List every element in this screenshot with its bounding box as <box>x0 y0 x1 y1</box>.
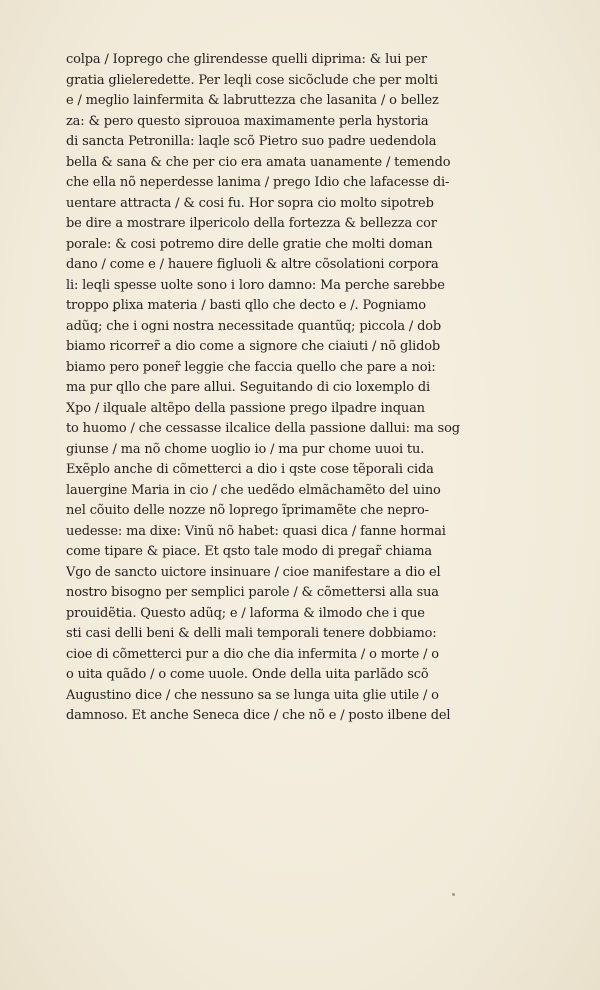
text-line: e / meglio lainfermita & labruttezza che lasanita / o bellez <box>66 93 439 108</box>
text-line: porale: & cosi potremo dire delle gratie che molti doman <box>66 236 433 252</box>
text-line: uedesse: ma dixe: Vinũ nõ habet: quasi dica / fanne hormai <box>66 523 446 539</box>
text-line: sti casi delli beni & delli mali temporali tenere dobbiamo: <box>66 626 437 641</box>
text-line: dano / come e / hauere figluoli & altre cõsolationi corpora <box>66 257 439 272</box>
text-line: che ella nõ neperdesse lanima / prego Idio che lafacesse di- <box>66 175 450 190</box>
text-line: adũq; che i ogni nostra necessitade quantũq; piccola / dob <box>66 318 442 334</box>
text-line: colpa / Ioprego che glirendesse quelli diprima: & lui per <box>66 52 427 67</box>
text-line: lauergine Maria in cio / che uedẽdo elmãchamẽto del uino <box>66 482 441 498</box>
text-line: nel cõuito delle nozze nõ loprego ĩprimamẽte che nepro- <box>66 503 429 518</box>
text-line: ma pur qllo che pare allui. Seguitando di cio loxemplo di <box>66 380 431 395</box>
text-line: prouidẽtia. Questo adũq; e / laforma & ilmodo che i que <box>66 605 425 621</box>
text-line: come tipare & piace. Et qsto tale modo di pregar̃ chiama <box>66 544 432 559</box>
text-line: be dire a mostrare ilpericolo della fortezza & bellezza cor <box>66 216 437 231</box>
text-line: bella & sana & che per cio era amata uanamente / temendo <box>66 154 451 170</box>
text-line: cioe di cõmetterci pur a dio che dia infermita / o morte / o <box>66 646 439 662</box>
text-line: uentare attracta / & cosi fu. Hor sopra cio molto sipotreb <box>66 195 434 211</box>
text-line: li: leqli spesse uolte sono i loro damno: Ma perche sarebbe <box>66 277 445 293</box>
text-line: to huomo / che cessasse ilcalice della passione dallui: ma sog <box>66 421 460 436</box>
text-line: za: & pero questo siprouoa maximamente perla hystoria <box>66 113 429 129</box>
text-line: gratia glieleredette. Per leqli cose sicõclude che per molti <box>66 72 438 88</box>
text-line: Xpo / ilquale altẽpo della passione prego ilpadre inquan <box>66 400 425 416</box>
text-line: troppo ꝑlixa materia / basti qllo che decto e /. Pogniamo <box>66 298 426 313</box>
text-line: o uita quãdo / o come uuole. Onde della uita parlãdo scõ <box>66 667 429 682</box>
text-line: giunse / ma nõ chome uoglio io / ma pur chome uuoi tu. <box>66 441 425 457</box>
text-line: biamo ricorrer̃ a dio come a signore che ciaiuti / nõ glidob <box>66 339 441 354</box>
text-line: nostro bisogno per semplici parole / & cõmettersi alla sua <box>66 585 439 600</box>
text-line: di sancta Petronilla: laqle scõ Pietro suo padre uedendola <box>66 134 437 149</box>
page-text <box>66 50 526 727</box>
text-line: Exẽplo anche di cõmetterci a dio i qste cose tẽporali cida <box>66 462 434 477</box>
text-line: Vgo de sancto uictore insinuare / cioe manifestare a dio el <box>66 564 441 580</box>
text-line: damnoso. Et anche Seneca dice / che nõ e / posto ilbene del <box>66 708 451 723</box>
paper-speck <box>452 893 455 896</box>
text-line: Augustino dice / che nessuno sa se lunga uita glie utile / o <box>66 687 439 703</box>
text-line: biamo pero poner̃ leggie che faccia quello che pare a noi: <box>66 359 436 375</box>
